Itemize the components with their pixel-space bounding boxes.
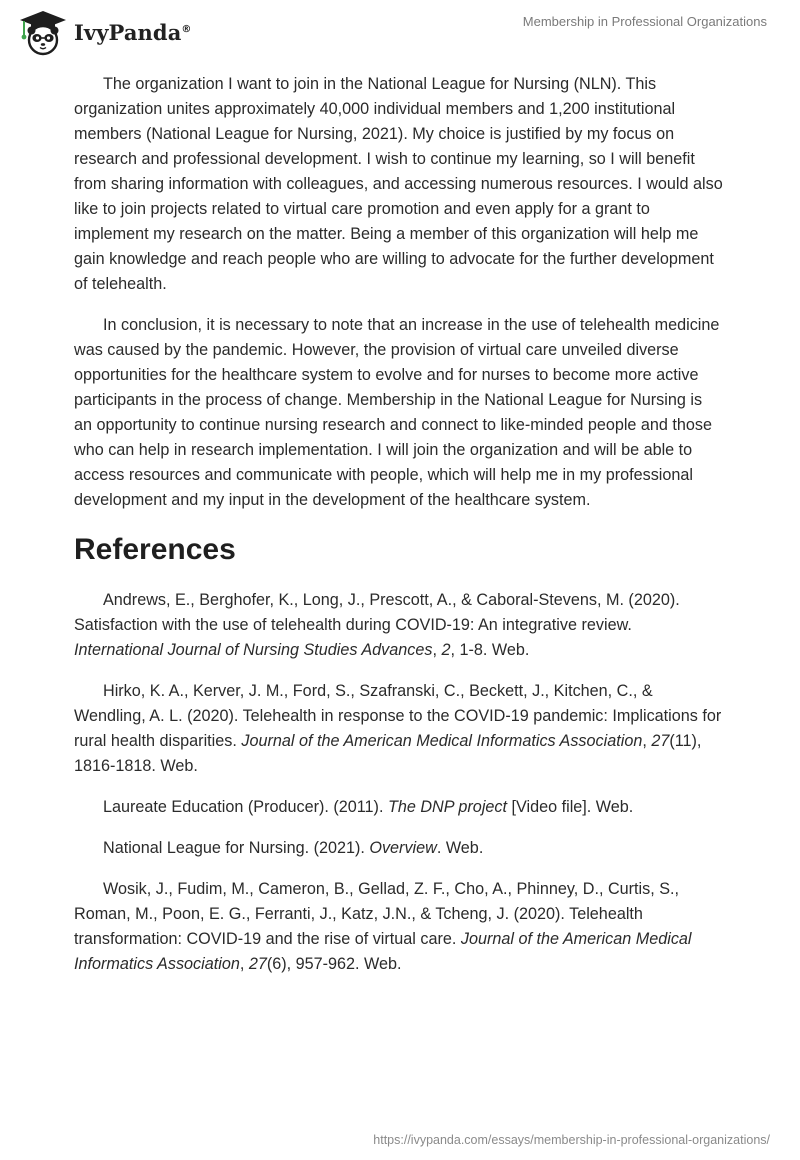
page-header [0,0,800,60]
reference-item: National League for Nursing. (2021). Overview. Web. [103,839,484,857]
body-paragraph: In conclusion, it is necessary to note that an increase in the use of telehealth medicine was caused by the pandemic. However, the provision of virtual care unveiled diverse opportunities for the healthcare system to evolve and for nurses to become more active participants in the process of change. Membership in the National League for Nursing is an opportunity to continue nursing research and connect to like-minded people and those who can help in research implementation. I will join the organization and will be able to access resources and communicate with people, which will help me in my professional development and my input in the development of the healthcare system. [74,316,720,509]
logo-text: IvyPanda® [74,19,192,45]
panda-graduate-icon [14,8,72,56]
source-url-link[interactable]: https://ivypanda.com/essays/membership-in-professional-organizations/ [373,1133,770,1147]
essay-content [74,72,724,993]
reference-item: Laureate Education (Producer). (2011). The DNP project [Video file]. Web. [103,798,634,816]
document-title: Membership in Professional Organizations [522,14,767,29]
reference-item: Hirko, K. A., Kerver, J. M., Ford, S., Szafranski, C., Beckett, J., Kitchen, C., & Wendling, A. L. (2020). Telehealth in response to the COVID-19 pandemic: Implications for rural health disparities. Journal of the American Medical Informatics Association, 27(11), 1816-1818. Web. [74,682,722,775]
reference-item: Wosik, J., Fudim, M., Cameron, B., Gellad, Z. F., Cho, A., Phinney, D., Curtis, S., Roman, M., Poon, E. G., Ferranti, J., Katz, J.N., & Tcheng, J. (2020). Telehealth transformation: COVID-19 and the rise of virtual care. Journal of the American Medical Informatics Association, 27(6), 957-962. Web. [74,880,692,973]
references-heading: References [74,533,236,566]
ivypanda-logo[interactable] [14,8,192,56]
body-paragraph: The organization I want to join in the National League for Nursing (NLN). This organization unites approximately 40,000 individual members and 1,200 institutional members (National League for Nursing, 2021). My choice is justified by my focus on research and professional development. I wish to continue my learning, so I will benefit from sharing information with colleagues, and accessing numerous resources. I would also like to join projects related to virtual care promotion and even apply for a grant to implement my research on the matter. Being a member of this organization will help me gain knowledge and reach people who are willing to advocate for the further development of telehealth. [74,75,723,293]
reference-item: Andrews, E., Berghofer, K., Long, J., Prescott, A., & Caboral-Stevens, M. (2020). Satisfaction with the use of telehealth during COVID-19: An integrative review. International Journal of Nursing Studies Advances, 2, 1-8. Web. [74,591,680,659]
